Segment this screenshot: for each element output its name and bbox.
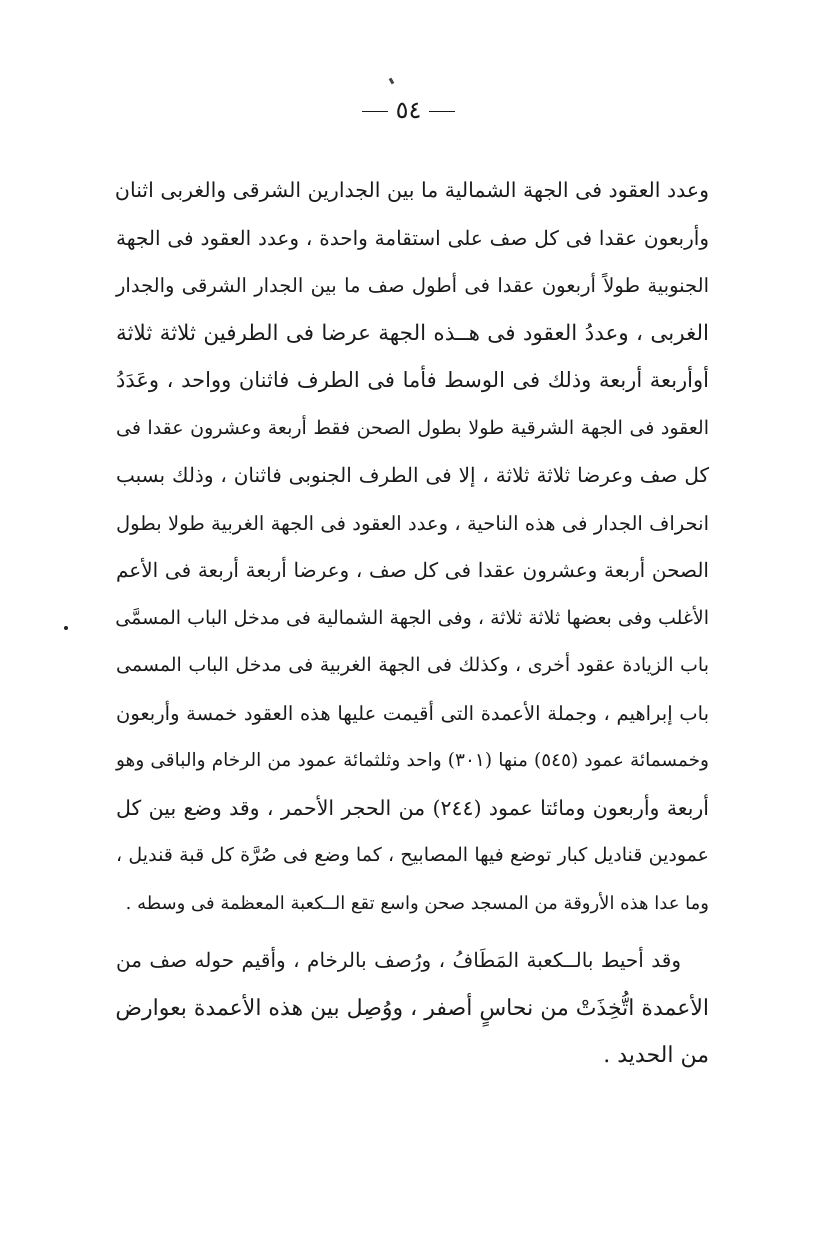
text-line: من الحديد . bbox=[603, 1043, 709, 1068]
margin-dot bbox=[64, 626, 68, 630]
body-text bbox=[116, 167, 709, 1080]
text-line: العقود فى الجهة الشرقية طولا بطول الصحن فقط أربعة وعشرون عقدا فى bbox=[116, 416, 709, 439]
paragraph-gap bbox=[116, 927, 709, 937]
text-line: باب إبراهيم ، وجملة الأعمدة التى أقيمت عليها هذه العقود خمسة وأربعون bbox=[116, 701, 709, 725]
text-line: باب الزيادة عقود أخرى ، وكذلك فى الجهة الغربية فى مدخل الباب المسمى bbox=[116, 654, 709, 676]
text-line: الأغلب وفى بعضها ثلاثة ثلاثة ، وفى الجهة الشمالية فى مدخل الباب المسمَّى bbox=[115, 606, 709, 629]
page-number-dash-left bbox=[362, 111, 388, 112]
text-line: أربعة وأربعون ومائتا عمود (٢٤٤) من الحجر الأحمر ، وقد وضع بين كل bbox=[116, 795, 709, 820]
text-line: انحراف الجدار فى هذه الناحية ، وعدد العقود فى الجهة الغربية طولا بطول bbox=[116, 511, 709, 535]
text-line: الأعمدة اتُّخِذَتْ من نحاسٍ أصفر ، ووُصِل بين هذه الأعمدة بعوارض bbox=[115, 995, 709, 1021]
text-line: وخمسمائة عمود (٥٤٥) منها (٣٠١) واحد وثلثمائة عمود من الرخام والباقى وهو bbox=[116, 750, 709, 771]
page-number-dash-right bbox=[429, 111, 455, 112]
text-line: عمودين قناديل كبار توضع فيها المصابيح ، كما وضع فى صُرَّة كل قبة قنديل ، bbox=[116, 844, 709, 866]
page-number bbox=[0, 96, 817, 124]
text-line: الصحن أربعة وعشرون عقدا فى كل صف ، وعرضا أربعة أربعة فى الأعم bbox=[116, 558, 709, 582]
text-line: الجنوبية طولاً أربعون عقدا فى أطول صف ما بين الجدار الشرقى والجدار bbox=[116, 274, 709, 297]
text-line: وعدد العقود فى الجهة الشمالية ما بين الجدارين الشرقى والغربى اثنان bbox=[114, 178, 709, 202]
text-line: كل صف وعرضا ثلاثة ثلاثة ، إلا فى الطرف الجنوبى فاثنان ، وذلك بسبب bbox=[116, 463, 709, 487]
page-number-value: ٥٤ bbox=[395, 96, 422, 124]
text-line: الغربى ، وعددُ العقود فى هــذه الجهة عرضا فى الطرفين ثلاثة ثلاثة bbox=[116, 320, 709, 346]
ink-speck bbox=[389, 78, 395, 85]
text-line: وقد أحيط بالــكعبة المَطَافُ ، ورُصف بالرخام ، وأقيم حوله صف من bbox=[116, 948, 681, 972]
text-line: وأربعون عقدا فى كل صف على استقامة واحدة ، وعدد العقود فى الجهة bbox=[116, 225, 709, 250]
text-line: أوأربعة أربعة وذلك فى الوسط فأما فى الطرف فاثنان وواحد ، وعَدَدُ bbox=[116, 368, 709, 392]
text-line: وما عدا هذه الأروقة من المسجد صحن واسع تقع الــكعبة المعظمة فى وسطه . bbox=[125, 892, 709, 914]
